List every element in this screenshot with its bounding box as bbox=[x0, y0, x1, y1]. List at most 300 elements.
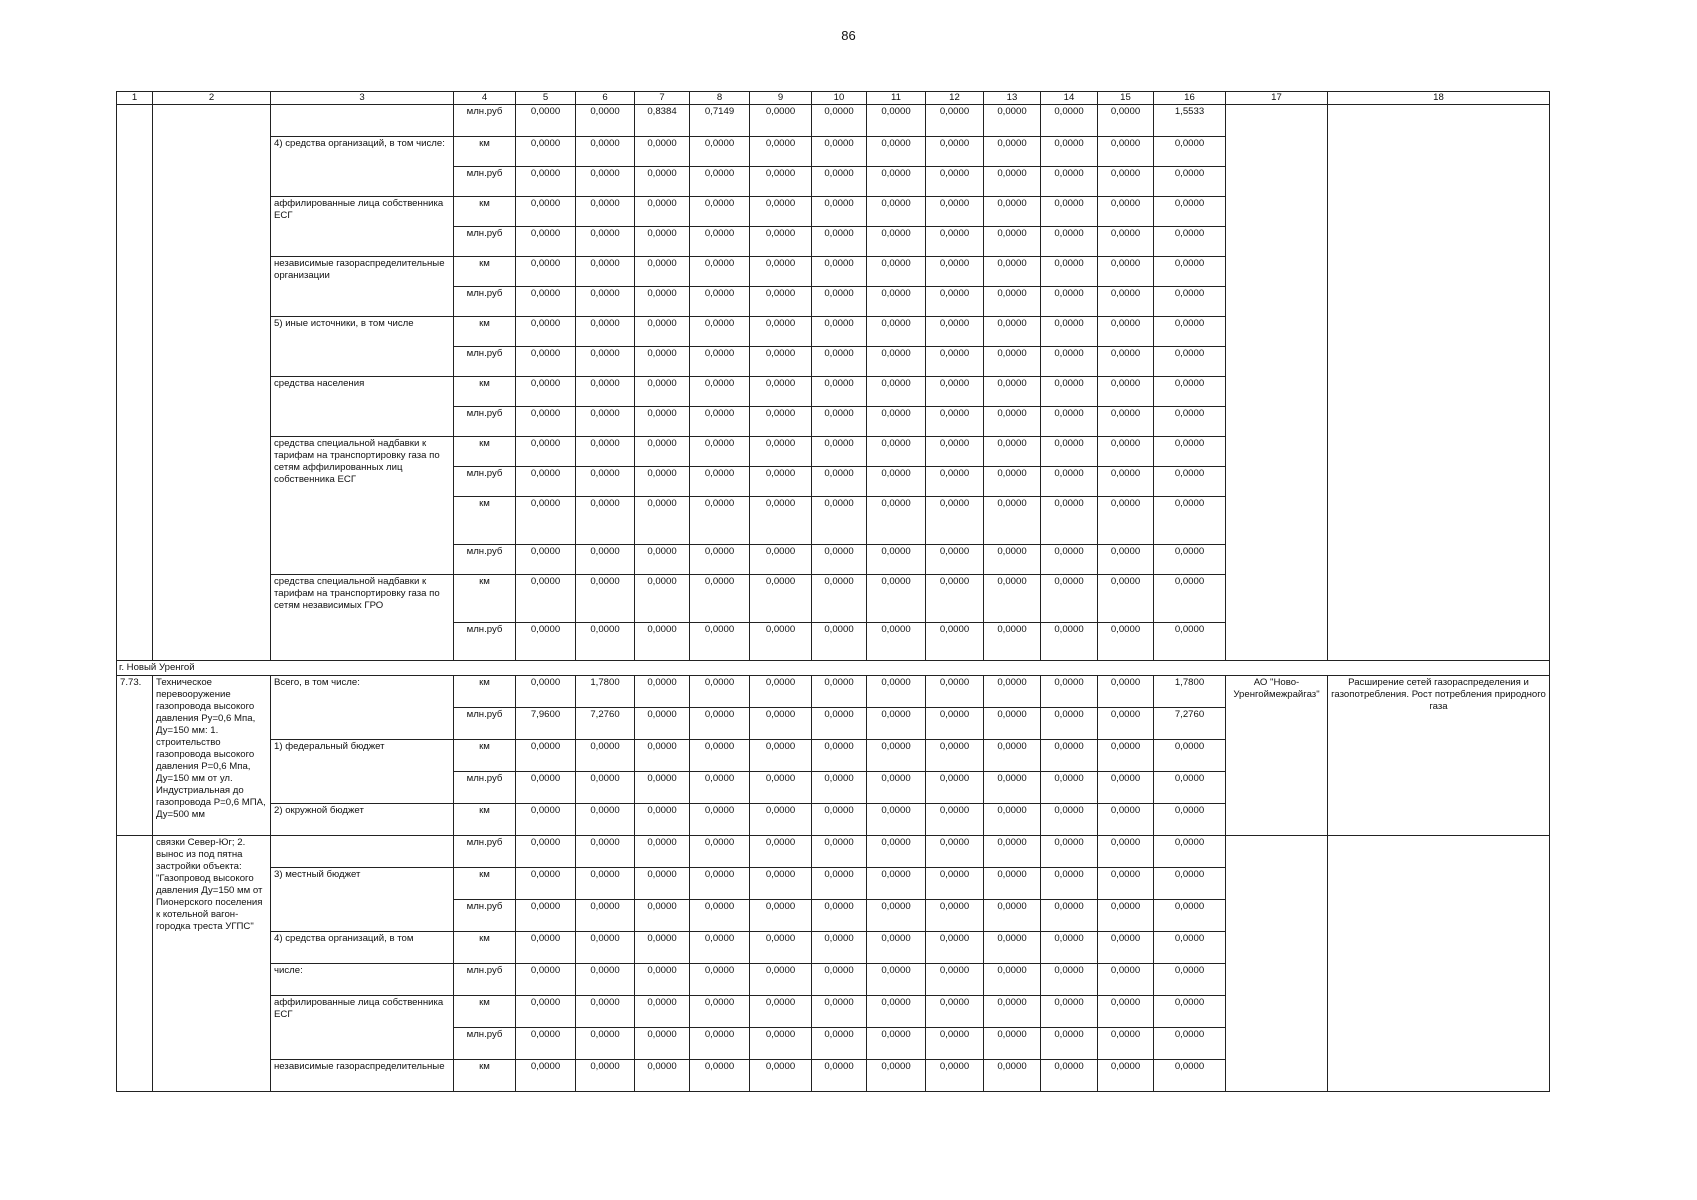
value-cell: 0,0000 bbox=[867, 1028, 926, 1060]
value-cell: 0,0000 bbox=[1154, 257, 1226, 287]
value-cell: 0,0000 bbox=[984, 407, 1041, 437]
unit-cell: км bbox=[454, 740, 516, 772]
purpose-cell: Расширение сетей газораспределения и газопотребления. Рост потребления природного газа bbox=[1328, 676, 1550, 836]
value-cell: 0,0000 bbox=[1154, 575, 1226, 623]
header-cell: 15 bbox=[1098, 92, 1154, 105]
value-cell: 0,0000 bbox=[984, 1060, 1041, 1092]
value-cell: 0,0000 bbox=[1098, 996, 1154, 1028]
header-cell: 16 bbox=[1154, 92, 1226, 105]
value-cell: 0,0000 bbox=[926, 836, 984, 868]
value-cell: 0,0000 bbox=[516, 497, 576, 545]
header-cell: 2 bbox=[153, 92, 271, 105]
unit-cell: км bbox=[454, 437, 516, 467]
value-cell: 0,0000 bbox=[1041, 347, 1098, 377]
value-cell: 0,0000 bbox=[812, 623, 867, 661]
value-cell: 0,0000 bbox=[1154, 772, 1226, 804]
value-cell: 0,0000 bbox=[1041, 623, 1098, 661]
org-cell: АО "Ново-Уренгоймежрайгаз" bbox=[1226, 676, 1328, 836]
header-cell: 9 bbox=[750, 92, 812, 105]
value-cell: 0,0000 bbox=[984, 1028, 1041, 1060]
value-cell: 0,0000 bbox=[635, 575, 690, 623]
value-cell: 0,0000 bbox=[750, 227, 812, 257]
value-cell: 0,0000 bbox=[1041, 868, 1098, 900]
value-cell: 0,0000 bbox=[867, 545, 926, 575]
value-cell: 0,0000 bbox=[984, 575, 1041, 623]
value-cell: 0,0000 bbox=[984, 676, 1041, 708]
value-cell: 0,0000 bbox=[812, 287, 867, 317]
value-cell: 0,0000 bbox=[516, 437, 576, 467]
value-cell: 0,0000 bbox=[1041, 804, 1098, 836]
value-cell: 0,0000 bbox=[926, 1028, 984, 1060]
value-cell: 7,9600 bbox=[516, 708, 576, 740]
unit-cell: млн.руб bbox=[454, 347, 516, 377]
source-label bbox=[271, 105, 454, 137]
value-cell: 0,0000 bbox=[984, 137, 1041, 167]
value-cell: 0,0000 bbox=[750, 623, 812, 661]
header-cell: 14 bbox=[1041, 92, 1098, 105]
value-cell: 0,0000 bbox=[812, 708, 867, 740]
source-label: средства специальной надбавки к тарифам на транспортировку газа по сетям независимых ГРО bbox=[271, 575, 454, 661]
value-cell: 0,0000 bbox=[812, 105, 867, 137]
value-cell: 0,0000 bbox=[690, 1060, 750, 1092]
value-cell: 0,0000 bbox=[516, 137, 576, 167]
value-cell: 0,0000 bbox=[750, 996, 812, 1028]
value-cell: 0,0000 bbox=[635, 407, 690, 437]
value-cell: 0,0000 bbox=[926, 257, 984, 287]
value-cell: 0,0000 bbox=[867, 623, 926, 661]
value-cell: 0,0000 bbox=[516, 407, 576, 437]
value-cell: 0,0000 bbox=[926, 137, 984, 167]
value-cell: 0,0000 bbox=[812, 676, 867, 708]
source-label: 5) иные источники, в том числе bbox=[271, 317, 454, 377]
value-cell: 0,0000 bbox=[635, 437, 690, 467]
value-cell: 0,0000 bbox=[867, 932, 926, 964]
value-cell: 0,0000 bbox=[516, 257, 576, 287]
value-cell: 0,0000 bbox=[1041, 317, 1098, 347]
value-cell: 0,0000 bbox=[1098, 437, 1154, 467]
value-cell: 0,0000 bbox=[690, 497, 750, 545]
value-cell: 0,0000 bbox=[576, 836, 635, 868]
value-cell: 0,0000 bbox=[576, 740, 635, 772]
value-cell: 0,0000 bbox=[516, 227, 576, 257]
value-cell: 0,0000 bbox=[984, 772, 1041, 804]
value-cell: 0,0000 bbox=[1041, 377, 1098, 407]
unit-cell: млн.руб bbox=[454, 1028, 516, 1060]
value-cell: 0,0000 bbox=[867, 347, 926, 377]
value-cell: 0,0000 bbox=[576, 257, 635, 287]
value-cell: 0,0000 bbox=[1098, 900, 1154, 932]
value-cell: 0,0000 bbox=[1098, 708, 1154, 740]
value-cell: 0,0000 bbox=[635, 836, 690, 868]
value-cell: 0,0000 bbox=[690, 137, 750, 167]
table-row bbox=[117, 92, 1550, 105]
value-cell: 0,0000 bbox=[1154, 287, 1226, 317]
value-cell: 0,0000 bbox=[1098, 740, 1154, 772]
value-cell: 0,0000 bbox=[984, 964, 1041, 996]
value-cell: 0,0000 bbox=[1098, 317, 1154, 347]
value-cell: 0,0000 bbox=[812, 1028, 867, 1060]
value-cell: 0,0000 bbox=[690, 932, 750, 964]
value-cell: 0,0000 bbox=[812, 437, 867, 467]
value-cell: 0,0000 bbox=[1041, 575, 1098, 623]
value-cell: 0,0000 bbox=[867, 1060, 926, 1092]
value-cell: 0,0000 bbox=[926, 407, 984, 437]
unit-cell: млн.руб bbox=[454, 900, 516, 932]
investment-table bbox=[116, 91, 1550, 1092]
value-cell: 0,0000 bbox=[1154, 407, 1226, 437]
value-cell: 0,0000 bbox=[1098, 467, 1154, 497]
value-cell: 0,0000 bbox=[750, 545, 812, 575]
value-cell: 0,0000 bbox=[750, 105, 812, 137]
value-cell: 0,0000 bbox=[1041, 708, 1098, 740]
value-cell: 0,0000 bbox=[516, 197, 576, 227]
table-row bbox=[117, 676, 1550, 708]
header-cell: 13 bbox=[984, 92, 1041, 105]
value-cell: 0,0000 bbox=[1098, 377, 1154, 407]
value-cell: 0,0000 bbox=[1041, 105, 1098, 137]
value-cell: 0,0000 bbox=[516, 1060, 576, 1092]
unit-cell: км bbox=[454, 868, 516, 900]
table-row bbox=[117, 661, 1550, 676]
value-cell: 0,0000 bbox=[926, 708, 984, 740]
value-cell: 0,0000 bbox=[1098, 772, 1154, 804]
value-cell: 0,0000 bbox=[690, 227, 750, 257]
value-cell: 0,0000 bbox=[750, 467, 812, 497]
source-label: средства населения bbox=[271, 377, 454, 437]
value-cell: 0,0000 bbox=[984, 740, 1041, 772]
value-cell: 0,0000 bbox=[576, 197, 635, 227]
value-cell: 0,0000 bbox=[750, 377, 812, 407]
value-cell: 0,0000 bbox=[1154, 545, 1226, 575]
value-cell: 0,0000 bbox=[812, 868, 867, 900]
value-cell: 0,0000 bbox=[812, 996, 867, 1028]
value-cell: 0,0000 bbox=[1154, 227, 1226, 257]
unit-cell: млн.руб bbox=[454, 836, 516, 868]
value-cell: 0,0000 bbox=[1154, 964, 1226, 996]
unit-cell: км bbox=[454, 575, 516, 623]
value-cell: 0,0000 bbox=[635, 317, 690, 347]
value-cell: 0,0000 bbox=[812, 167, 867, 197]
value-cell: 0,0000 bbox=[690, 545, 750, 575]
value-cell: 0,0000 bbox=[516, 836, 576, 868]
value-cell: 0,0000 bbox=[926, 900, 984, 932]
unit-cell: км bbox=[454, 497, 516, 545]
value-cell: 0,0000 bbox=[1098, 932, 1154, 964]
value-cell: 0,0000 bbox=[576, 437, 635, 467]
value-cell: 0,0000 bbox=[635, 964, 690, 996]
value-cell: 0,0000 bbox=[516, 740, 576, 772]
value-cell: 0,0000 bbox=[867, 676, 926, 708]
value-cell: 0,0000 bbox=[867, 772, 926, 804]
header-cell: 18 bbox=[1328, 92, 1550, 105]
value-cell: 0,0000 bbox=[635, 347, 690, 377]
value-cell: 0,0000 bbox=[690, 257, 750, 287]
value-cell: 0,0000 bbox=[750, 167, 812, 197]
value-cell: 0,0000 bbox=[1041, 167, 1098, 197]
value-cell: 0,0000 bbox=[576, 317, 635, 347]
source-label: независимые газораспределительные организации bbox=[271, 257, 454, 317]
value-cell: 0,0000 bbox=[984, 377, 1041, 407]
value-cell: 0,0000 bbox=[926, 623, 984, 661]
value-cell: 0,0000 bbox=[1098, 227, 1154, 257]
table-row bbox=[117, 836, 1550, 868]
value-cell: 0,0000 bbox=[984, 227, 1041, 257]
value-cell: 0,0000 bbox=[690, 407, 750, 437]
value-cell: 0,0000 bbox=[576, 167, 635, 197]
unit-cell: млн.руб bbox=[454, 105, 516, 137]
value-cell: 0,0000 bbox=[984, 105, 1041, 137]
value-cell: 0,0000 bbox=[812, 836, 867, 868]
value-cell: 0,0000 bbox=[635, 287, 690, 317]
value-cell: 0,0000 bbox=[926, 772, 984, 804]
header-cell: 8 bbox=[690, 92, 750, 105]
unit-cell: км bbox=[454, 804, 516, 836]
value-cell: 0,0000 bbox=[690, 1028, 750, 1060]
value-cell: 0,0000 bbox=[576, 932, 635, 964]
num-cell bbox=[117, 105, 153, 661]
value-cell: 0,0000 bbox=[690, 287, 750, 317]
unit-cell: млн.руб bbox=[454, 964, 516, 996]
value-cell: 0,0000 bbox=[635, 772, 690, 804]
value-cell: 0,0000 bbox=[867, 575, 926, 623]
value-cell: 0,0000 bbox=[867, 227, 926, 257]
value-cell: 0,0000 bbox=[1154, 167, 1226, 197]
value-cell: 0,0000 bbox=[1154, 437, 1226, 467]
value-cell: 0,0000 bbox=[576, 868, 635, 900]
header-cell: 12 bbox=[926, 92, 984, 105]
value-cell: 0,0000 bbox=[926, 964, 984, 996]
value-cell: 0,0000 bbox=[635, 623, 690, 661]
value-cell: 0,0000 bbox=[867, 497, 926, 545]
value-cell: 0,0000 bbox=[1098, 257, 1154, 287]
value-cell: 0,0000 bbox=[926, 575, 984, 623]
value-cell: 0,0000 bbox=[984, 708, 1041, 740]
value-cell: 0,0000 bbox=[926, 167, 984, 197]
value-cell: 1,5533 bbox=[1154, 105, 1226, 137]
value-cell: 0,0000 bbox=[984, 804, 1041, 836]
value-cell: 0,0000 bbox=[576, 377, 635, 407]
value-cell: 0,0000 bbox=[867, 197, 926, 227]
value-cell: 0,0000 bbox=[690, 964, 750, 996]
value-cell: 0,0000 bbox=[750, 437, 812, 467]
unit-cell: млн.руб bbox=[454, 772, 516, 804]
value-cell: 0,0000 bbox=[812, 497, 867, 545]
value-cell: 0,0000 bbox=[812, 964, 867, 996]
value-cell: 0,0000 bbox=[635, 900, 690, 932]
value-cell: 0,0000 bbox=[867, 137, 926, 167]
value-cell: 0,0000 bbox=[1154, 1028, 1226, 1060]
header-cell: 4 bbox=[454, 92, 516, 105]
value-cell: 0,0000 bbox=[812, 197, 867, 227]
unit-cell: млн.руб bbox=[454, 467, 516, 497]
source-label: числе: bbox=[271, 964, 454, 996]
value-cell: 0,0000 bbox=[984, 167, 1041, 197]
value-cell: 0,0000 bbox=[1154, 804, 1226, 836]
value-cell: 0,0000 bbox=[812, 932, 867, 964]
value-cell: 0,0000 bbox=[1041, 964, 1098, 996]
value-cell: 0,0000 bbox=[516, 467, 576, 497]
value-cell: 0,0000 bbox=[867, 708, 926, 740]
value-cell: 0,0000 bbox=[576, 964, 635, 996]
value-cell: 0,0000 bbox=[576, 772, 635, 804]
value-cell: 0,0000 bbox=[690, 900, 750, 932]
value-cell: 0,0000 bbox=[812, 740, 867, 772]
value-cell: 0,0000 bbox=[635, 227, 690, 257]
value-cell: 0,0000 bbox=[812, 804, 867, 836]
value-cell: 0,0000 bbox=[516, 900, 576, 932]
value-cell: 0,0000 bbox=[1041, 772, 1098, 804]
org-cell bbox=[1226, 105, 1328, 661]
value-cell: 0,0000 bbox=[1098, 836, 1154, 868]
value-cell: 0,0000 bbox=[926, 868, 984, 900]
value-cell: 0,0000 bbox=[576, 407, 635, 437]
unit-cell: млн.руб bbox=[454, 287, 516, 317]
value-cell: 0,0000 bbox=[516, 772, 576, 804]
value-cell: 0,0000 bbox=[984, 836, 1041, 868]
value-cell: 0,0000 bbox=[516, 575, 576, 623]
source-label bbox=[271, 836, 454, 868]
value-cell: 7,2760 bbox=[1154, 708, 1226, 740]
value-cell: 0,0000 bbox=[867, 317, 926, 347]
value-cell: 0,0000 bbox=[690, 437, 750, 467]
project-number: 7.73. bbox=[117, 676, 153, 836]
value-cell: 0,0000 bbox=[750, 347, 812, 377]
value-cell: 0,0000 bbox=[926, 467, 984, 497]
value-cell: 0,0000 bbox=[635, 932, 690, 964]
unit-cell: млн.руб bbox=[454, 407, 516, 437]
header-cell: 5 bbox=[516, 92, 576, 105]
unit-cell: км bbox=[454, 257, 516, 287]
value-cell: 0,0000 bbox=[867, 437, 926, 467]
value-cell: 0,0000 bbox=[1154, 996, 1226, 1028]
value-cell: 0,0000 bbox=[1098, 868, 1154, 900]
unit-cell: км bbox=[454, 676, 516, 708]
value-cell: 0,0000 bbox=[1041, 257, 1098, 287]
value-cell: 0,0000 bbox=[635, 804, 690, 836]
value-cell: 0,0000 bbox=[690, 996, 750, 1028]
value-cell: 0,0000 bbox=[1098, 964, 1154, 996]
header-cell: 11 bbox=[867, 92, 926, 105]
source-label: средства специальной надбавки к тарифам на транспортировку газа по сетям аффилированных лиц собственника ЕСГ bbox=[271, 437, 454, 575]
value-cell: 7,2760 bbox=[576, 708, 635, 740]
value-cell: 0,0000 bbox=[1154, 347, 1226, 377]
value-cell: 0,0000 bbox=[1041, 996, 1098, 1028]
value-cell: 0,0000 bbox=[1154, 900, 1226, 932]
value-cell: 0,0000 bbox=[867, 868, 926, 900]
value-cell: 0,0000 bbox=[635, 996, 690, 1028]
value-cell: 0,0000 bbox=[516, 545, 576, 575]
value-cell: 0,0000 bbox=[984, 996, 1041, 1028]
header-cell: 1 bbox=[117, 92, 153, 105]
unit-cell: млн.руб bbox=[454, 227, 516, 257]
value-cell: 0,0000 bbox=[690, 868, 750, 900]
project-description: Техническое перевооружение газопровода высокого давления Ру=0,6 Мпа, Ду=150 мм: 1. строительство газопровода высокого давления Р=0,6 Мпа, Ду=150 мм от ул. Индустриальная до газопровода Р=0,6 МПА, Ду=500 мм bbox=[153, 676, 271, 836]
value-cell: 0,0000 bbox=[812, 377, 867, 407]
value-cell: 0,0000 bbox=[750, 317, 812, 347]
value-cell: 0,0000 bbox=[635, 868, 690, 900]
value-cell: 0,0000 bbox=[926, 996, 984, 1028]
value-cell: 0,0000 bbox=[750, 497, 812, 545]
value-cell: 0,0000 bbox=[1154, 623, 1226, 661]
value-cell: 0,0000 bbox=[1041, 676, 1098, 708]
value-cell: 0,0000 bbox=[812, 900, 867, 932]
value-cell: 0,0000 bbox=[690, 167, 750, 197]
value-cell: 0,0000 bbox=[516, 868, 576, 900]
value-cell: 0,0000 bbox=[750, 932, 812, 964]
value-cell: 0,0000 bbox=[516, 932, 576, 964]
value-cell: 0,0000 bbox=[516, 167, 576, 197]
value-cell: 0,0000 bbox=[1041, 836, 1098, 868]
unit-cell: км bbox=[454, 932, 516, 964]
value-cell: 0,0000 bbox=[516, 1028, 576, 1060]
value-cell: 0,0000 bbox=[867, 467, 926, 497]
value-cell: 0,0000 bbox=[516, 377, 576, 407]
value-cell: 0,0000 bbox=[635, 497, 690, 545]
value-cell: 0,0000 bbox=[1041, 467, 1098, 497]
description-cell bbox=[153, 105, 271, 661]
value-cell: 0,0000 bbox=[984, 437, 1041, 467]
value-cell: 0,0000 bbox=[926, 105, 984, 137]
value-cell: 0,0000 bbox=[812, 545, 867, 575]
value-cell: 0,0000 bbox=[926, 347, 984, 377]
value-cell: 0,0000 bbox=[750, 257, 812, 287]
value-cell: 0,0000 bbox=[576, 804, 635, 836]
value-cell: 0,0000 bbox=[867, 900, 926, 932]
value-cell: 0,0000 bbox=[1098, 1028, 1154, 1060]
value-cell: 0,0000 bbox=[1098, 287, 1154, 317]
value-cell: 0,0000 bbox=[576, 900, 635, 932]
value-cell: 0,0000 bbox=[516, 996, 576, 1028]
unit-cell: млн.руб bbox=[454, 623, 516, 661]
value-cell: 0,0000 bbox=[926, 1060, 984, 1092]
value-cell: 0,0000 bbox=[750, 287, 812, 317]
value-cell: 0,0000 bbox=[812, 347, 867, 377]
value-cell: 0,0000 bbox=[1041, 407, 1098, 437]
org-cell-continued bbox=[1226, 836, 1328, 1092]
value-cell: 0,0000 bbox=[690, 575, 750, 623]
value-cell: 0,0000 bbox=[690, 317, 750, 347]
value-cell: 0,0000 bbox=[1154, 377, 1226, 407]
value-cell: 0,0000 bbox=[867, 407, 926, 437]
value-cell: 0,0000 bbox=[984, 932, 1041, 964]
value-cell: 0,0000 bbox=[926, 287, 984, 317]
value-cell: 0,0000 bbox=[1154, 317, 1226, 347]
value-cell: 0,0000 bbox=[635, 197, 690, 227]
value-cell: 0,0000 bbox=[750, 197, 812, 227]
value-cell: 0,0000 bbox=[576, 575, 635, 623]
value-cell: 0,0000 bbox=[750, 900, 812, 932]
value-cell: 0,0000 bbox=[867, 836, 926, 868]
value-cell: 0,0000 bbox=[690, 347, 750, 377]
value-cell: 0,0000 bbox=[690, 377, 750, 407]
value-cell: 0,0000 bbox=[576, 497, 635, 545]
value-cell: 0,0000 bbox=[1098, 137, 1154, 167]
value-cell: 0,0000 bbox=[635, 377, 690, 407]
value-cell: 0,0000 bbox=[1154, 932, 1226, 964]
purpose-cell-continued bbox=[1328, 836, 1550, 1092]
value-cell: 0,0000 bbox=[516, 105, 576, 137]
value-cell: 0,0000 bbox=[576, 227, 635, 257]
value-cell: 0,0000 bbox=[576, 545, 635, 575]
value-cell: 0,0000 bbox=[690, 708, 750, 740]
value-cell: 0,0000 bbox=[984, 868, 1041, 900]
value-cell: 0,0000 bbox=[1041, 740, 1098, 772]
source-label: 3) местный бюджет bbox=[271, 868, 454, 932]
value-cell: 0,0000 bbox=[984, 347, 1041, 377]
value-cell: 0,0000 bbox=[867, 105, 926, 137]
value-cell: 0,0000 bbox=[635, 167, 690, 197]
value-cell: 0,0000 bbox=[867, 257, 926, 287]
